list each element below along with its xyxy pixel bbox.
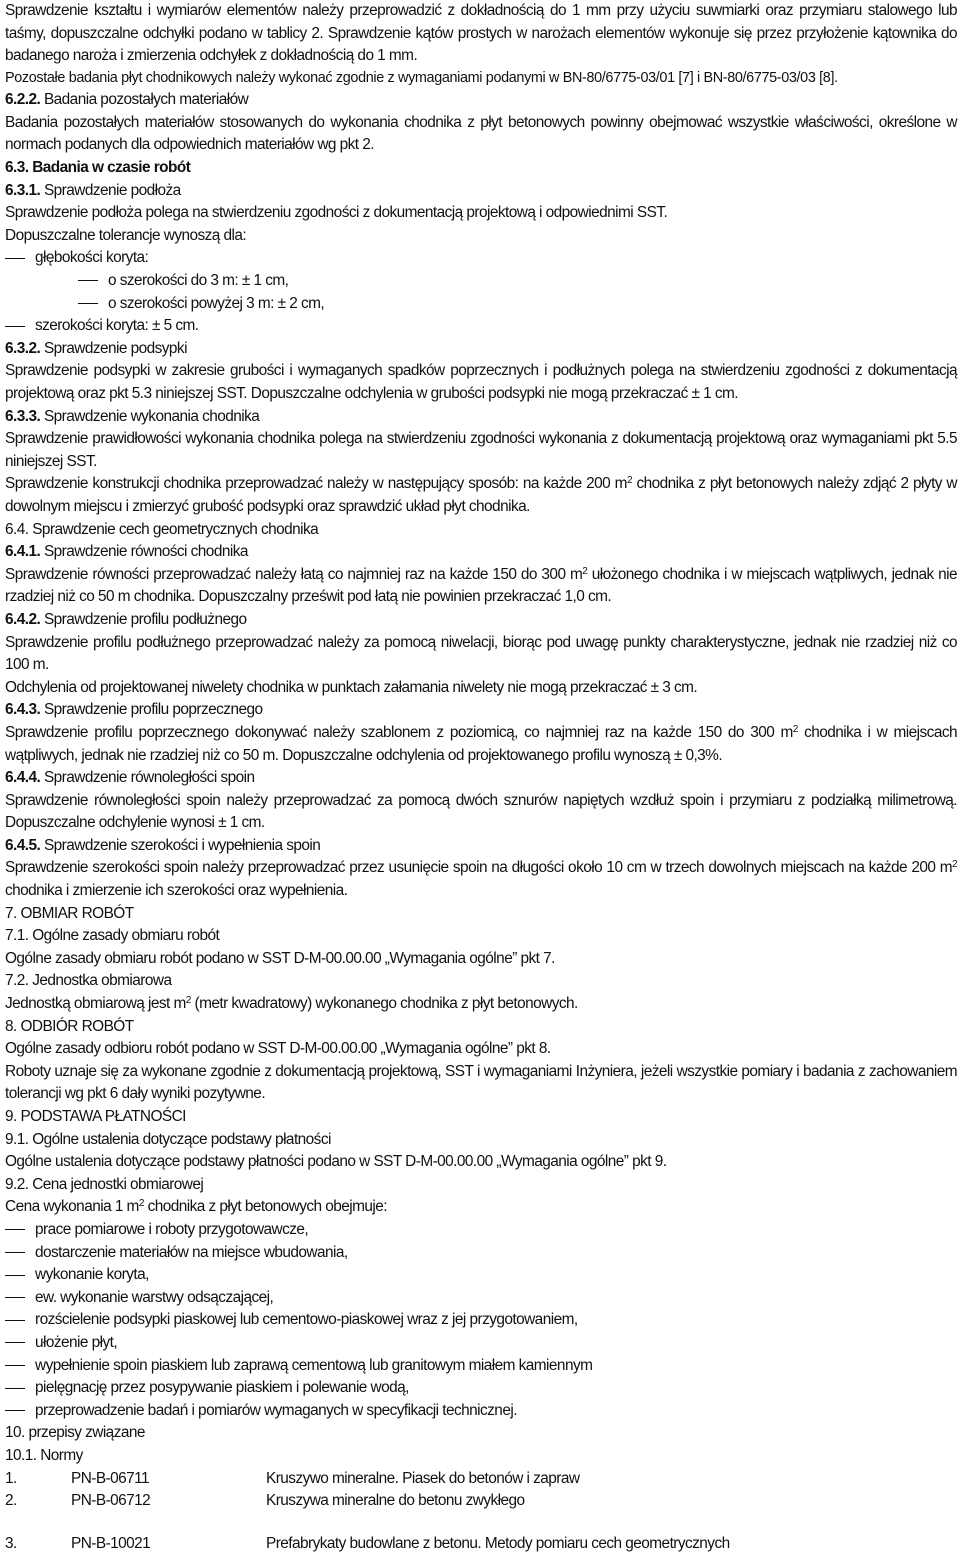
section-title: Sprawdzenie podłoża [40,181,181,199]
section-title: Badania pozostałych materiałów [40,91,249,109]
list-item [5,1377,957,1400]
norm-row [5,1490,957,1513]
list-item [5,1219,957,1242]
section-number: 6.3.2. [5,339,41,357]
dash-bullet [5,1309,35,1332]
section-number: 6.4.3. [5,701,41,719]
norm-row [5,1468,957,1491]
section-title: Sprawdzenie szerokości i wypełnienia spoin [40,836,321,854]
section-6-2-2-heading [5,89,957,112]
section-7-heading: 7. OBMIAR ROBÓT [5,904,134,922]
list-item [5,1400,957,1423]
section-6-3-1-text: Sprawdzenie podłoża polega na stwierdzeniu zgodności z dokumentacją projektową i odpowiednimi SST. [5,204,668,222]
section-8-heading: 8. ODBIÓR ROBÓT [5,1017,134,1035]
text-run: chodnika i w miejscach wątpliwych, jednak nie rzadziej niż co 50 m. Dopuszczalne odchylenia od projektowanego profilu wynoszą ± 0,3%. [5,723,957,764]
text-run: Cena wykonania 1 m [5,1198,139,1216]
intro-paragraph: Sprawdzenie kształtu i wymiarów elementów należy przeprowadzić z dokładnością do 1 mm przy użyciu suwmiarki oraz przymiaru stalowego lub taśmy, dopuszczalne odchyłki podano w tablicy 2. Sprawdzenie kątów prostych w narożach elementów wykonuje się przez przyłożenie kątownika do badanego naroża i zmierzenia odchyłek z dokładnością do 1 mm. [5,2,957,65]
section-9-1-text: Ogólne ustalenia dotyczące podstawy płatności podano w SST D-M-00.00.00 „Wymagania ogólne” pkt 9. [5,1153,667,1171]
section-6-4-1-text [5,564,957,609]
section-number: 6.4.5. [5,836,41,854]
section-title: Sprawdzenie równości chodnika [40,543,248,561]
superscript: 2 [626,475,632,487]
list-item-text: ew. wykonanie warstwy odsączającej, [35,1288,274,1306]
section-10-heading: 10. przepisy związane [5,1424,145,1442]
section-title: Sprawdzenie profilu podłużnego [40,610,247,628]
section-6-3-3-heading [5,406,957,429]
list-item [5,1355,957,1378]
dash-bullet [5,1377,35,1400]
norm-row [5,1533,957,1555]
list-item-text: o szerokości do 3 m: ± 1 cm, [108,272,289,290]
list-item-text: wypełnienie spoin piaskiem lub zaprawą cementową lub granitowym miałem kamiennym [35,1356,593,1374]
section-9-2-text [5,1196,957,1219]
section-7-1-text: Ogólne zasady obmiaru robót podano w SST D-M-00.00.00 „Wymagania ogólne” pkt 7. [5,949,555,967]
norm-code: PN-B-10021 [71,1534,151,1552]
list-item-text: ułożenie płyt, [35,1333,118,1351]
section-10-1-heading: 10.1. Normy [5,1446,83,1464]
text-run: chodnika z płyt betonowych obejmuje: [143,1198,387,1216]
section-6-4-2-text: Sprawdzenie profilu podłużnego przeprowadzać należy za pomocą niwelacji, biorąc pod uwagę punkty charakterystyczne, jednak nie rzadziej niż co 100 m. [5,633,957,674]
norm-index: 1. [5,1469,17,1487]
dash-bullet [78,293,108,316]
list-item-text: pielęgnację przez posypywanie piaskiem i polewanie wodą, [35,1379,409,1397]
superscript: 2 [582,565,588,577]
dash-bullet [5,1332,35,1355]
section-6-4-5-text [5,857,957,902]
section-7-2-heading: 7.2. Jednostka obmiarowa [5,972,172,990]
section-title: Sprawdzenie podsypki [40,339,187,357]
section-number: 6.4.4. [5,769,41,787]
norm-code: PN-B-06712 [71,1492,151,1510]
section-6-4-4-heading [5,767,957,790]
norm-index: 2. [5,1492,17,1510]
dash-bullet [5,1219,35,1242]
list-item [5,1264,957,1287]
section-9-2-heading: 9.2. Cena jednostki obmiarowej [5,1175,204,1193]
section-title: Sprawdzenie profilu poprzecznego [40,701,263,719]
dash-bullet [5,1287,35,1310]
section-6-3-heading: 6.3. Badania w czasie robót [5,159,191,177]
text-run: Sprawdzenie równości przeprowadzać należy łatą co najmniej raz na każde 150 do 300 m [5,565,583,583]
section-title: Sprawdzenie równoległości spoin [40,769,255,787]
section-7-1-heading: 7.1. Ogólne zasady obmiaru robót [5,927,220,945]
list-item [5,1309,957,1332]
dash-bullet [5,247,35,270]
list-item [5,247,957,270]
section-6-4-heading: 6.4. Sprawdzenie cech geometrycznych chodnika [5,520,319,538]
list-item-text: głębokości koryta: [35,249,149,267]
section-8-text-1: Ogólne zasady odbioru robót podano w SST D-M-00.00.00 „Wymagania ogólne” pkt 8. [5,1040,551,1058]
norm-index: 3. [5,1534,17,1552]
text-run: ułożonego chodnika i w miejscach wątpliwych, jednak nie rzadziej niż co 50 m chodnika. Dopuszczalny prześwit pod łatą nie powinien przekraczać 1,0 cm. [5,565,958,606]
superscript: 2 [951,859,957,871]
section-6-4-3-heading [5,699,957,722]
list-item-text: o szerokości powyżej 3 m: ± 2 cm, [108,294,325,312]
section-number: 6.4.1. [5,543,41,561]
dash-bullet [5,1264,35,1287]
section-title: Sprawdzenie wykonania chodnika [40,407,260,425]
superscript: 2 [792,723,798,735]
text-run: chodnika i zmierzenie ich szerokości oraz wypełnienia. [5,882,348,900]
list-item [5,1332,957,1355]
section-6-3-1-heading [5,180,957,203]
list-item-text: wykonanie koryta, [35,1266,149,1284]
other-tests-paragraph: Pozostałe badania płyt chodnikowych należy wykonać zgodnie z wymaganiami podanymi w BN-80/6775-03/01 [7] i BN-80/6775-03/03 [8]. [5,69,838,86]
section-6-4-2-heading [5,609,957,632]
section-6-4-5-heading [5,835,957,858]
text-run: Sprawdzenie profilu poprzecznego dokonywać należy szablonem z poziomicą, co najmniej raz na każde 150 do 300 m [5,723,793,741]
section-number: 6.3.3. [5,407,41,425]
section-6-2-2-text: Badania pozostałych materiałów stosowanych do wykonania chodnika z płyt betonowych powinny obejmować wszystkie właściwości, określone w normach podanych dla odpowiednich materiałów wg pkt 2. [5,113,957,154]
tolerances-intro: Dopuszczalne tolerancje wynoszą dla: [5,226,247,244]
section-6-4-4-text: Sprawdzenie równoległości spoin należy przeprowadzać za pomocą dwóch sznurów napiętych wzdłuż spoin i przymiaru z podziałką milimetrową. Dopuszczalne odchylenie wynosi ± 1 cm. [5,791,957,832]
norm-title: Kruszywa mineralne do betonu zwykłego [266,1492,525,1510]
list-item-text: rozścielenie podsypki piaskowej lub cementowo-piaskowej wraz z jej przygotowaniem, [35,1311,578,1329]
list-item-text: przeprowadzenie badań i pomiarów wymaganych w specyfikacji technicznej. [35,1401,517,1419]
list-item [5,1287,957,1310]
dash-bullet [5,1355,35,1378]
section-6-4-3-text [5,722,957,767]
section-6-3-2-text: Sprawdzenie podsypki w zakresie grubości i wymaganych spadków poprzecznych i podłużnych polega na stwierdzeniu zgodności z dokumentacją projektową oraz pkt 5.3 niniejszej SST. Dopuszczalne odchylenia w grubości podsypki nie mogą przekraczać ± 1 cm. [5,362,957,402]
section-number: 6.4.2. [5,610,41,628]
section-7-2-text [5,993,957,1016]
list-item [5,270,957,293]
section-6-3-2-heading [5,338,957,361]
section-6-3-3-text: Sprawdzenie prawidłowości wykonania chodnika polega na stwierdzeniu zgodności wykonania z dokumentacją projektową oraz wymaganiami pkt 5.5 niniejszej SST. [5,430,957,470]
list-item-text: szerokości koryta: ± 5 cm. [35,317,199,335]
section-9-1-heading: 9.1. Ogólne ustalenia dotyczące podstawy płatności [5,1130,331,1148]
superscript: 2 [185,995,191,1007]
norm-title: Kruszywo mineralne. Piasek do betonów i zapraw [266,1469,580,1487]
dash-bullet [5,1242,35,1265]
text-run: Sprawdzenie szerokości spoin należy przeprowadzać przez usunięcie spoin na długości około 10 cm w trzech dowolnych miejscach na każde 200 m [5,859,952,877]
section-6-4-1-heading [5,541,957,564]
dash-bullet [5,315,35,338]
list-item-text: prace pomiarowe i roboty przygotowawcze, [35,1220,309,1238]
spacer [5,1513,957,1533]
list-item [5,315,957,338]
list-item [5,1242,957,1265]
norm-title: Prefabrykaty budowlane z betonu. Metody pomiaru cech geometrycznych [266,1534,730,1552]
text-run: Jednostką obmiarową jest m [5,995,186,1013]
list-item [5,293,957,316]
section-number: 6.2.2. [5,91,41,109]
section-6-4-2-tolerance: Odchylenia od projektowanej niwelety chodnika w punktach załamania niwelety nie mogą przekraczać ± 3 cm. [5,678,698,696]
text-run: (metr kwadratowy) wykonanego chodnika z płyt betonowych. [190,995,578,1013]
dash-bullet [78,270,108,293]
construction-check-paragraph [5,473,957,518]
norm-code: PN-B-06711 [71,1469,150,1487]
list-item-text: dostarczenie materiałów na miejsce wbudowania, [35,1243,348,1261]
dash-bullet [5,1400,35,1423]
section-number: 6.3.1. [5,181,41,199]
section-8-text-2: Roboty uznaje się za wykonane zgodnie z dokumentacją projektową, SST i wymaganiami Inżyniera, jeżeli wszystkie pomiary i badania z zachowaniem tolerancji wg pkt 6 dały wyniki pozytywne. [5,1062,957,1103]
text-run: Sprawdzenie konstrukcji chodnika przeprowadzać należy w następujący sposób: na każde 200 m [5,475,627,493]
superscript: 2 [138,1198,144,1210]
section-9-heading: 9. PODSTAWA PŁATNOŚCI [5,1108,186,1125]
text-run: chodnika z płyt betonowych należy zdjąć 2 płyty w dowolnym miejscu i zmierzyć grubość podsypki oraz sprawdzić układ płyt chodnika. [5,475,957,515]
